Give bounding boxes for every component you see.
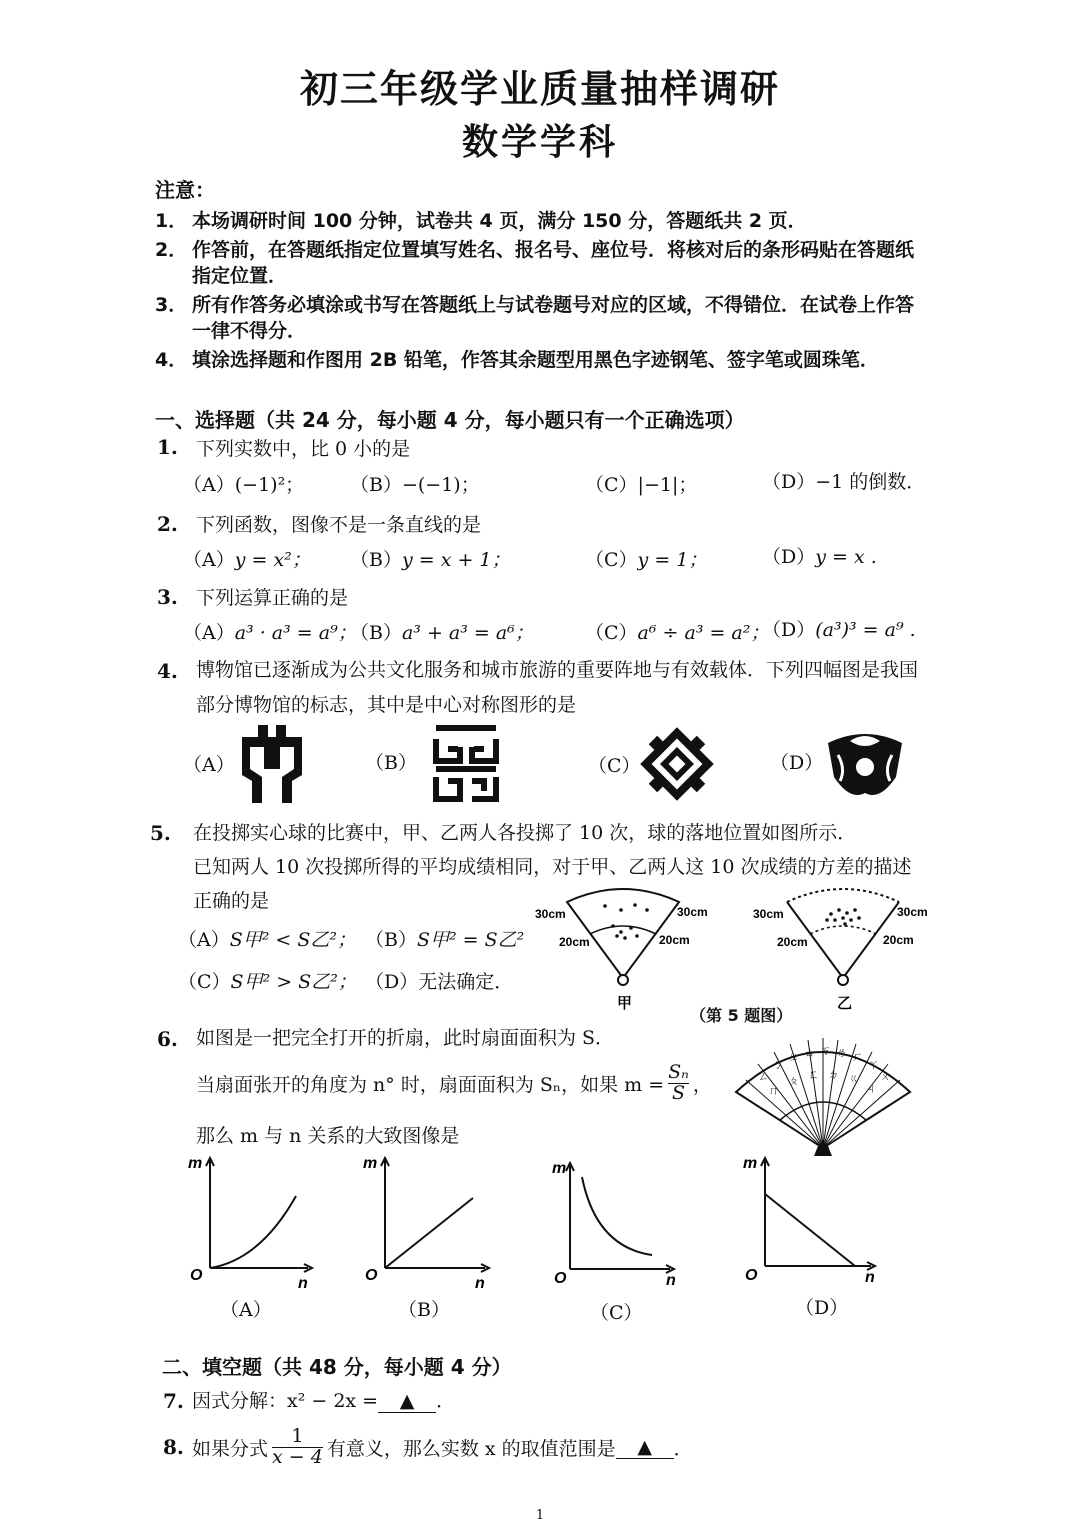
label-20cm: 20cm: [777, 935, 808, 949]
notice-line: 指定位置．: [192, 265, 288, 287]
q5-option-a: （A）S甲² < S乙²；: [178, 929, 356, 951]
page-number: 1: [535, 1508, 545, 1523]
svg-text:m: m: [552, 1160, 567, 1177]
q4-label-d: （D）: [770, 752, 824, 774]
q4-label-a: （A）: [183, 754, 235, 776]
label-20cm: 20cm: [659, 933, 690, 947]
svg-text:n: n: [865, 1269, 875, 1286]
svg-text:ㄏ: ㄏ: [852, 1051, 863, 1063]
q7-number: 7.: [163, 1389, 184, 1413]
svg-text:ㄇ: ㄇ: [768, 1085, 779, 1097]
museum-logo-d: [820, 723, 910, 803]
svg-text:ㄥ: ㄥ: [758, 1071, 769, 1083]
q3-number: 3.: [157, 585, 178, 609]
notice-num-1: 1．: [155, 210, 188, 232]
label-30cm: 30cm: [535, 907, 566, 921]
svg-text:ㄍ: ㄍ: [848, 1073, 859, 1085]
svg-text:ㄓ: ㄓ: [788, 1051, 799, 1063]
svg-text:ㄚ: ㄚ: [868, 1059, 879, 1071]
q3-option-a: （A）a³ · a³ = a⁹；: [183, 622, 357, 644]
line-increasing: [385, 1198, 473, 1268]
q7-text: 因式分解：x² − 2x = ▲ ．: [192, 1390, 456, 1412]
q5-option-b: （B）S甲² = S乙²: [365, 929, 525, 951]
folding-fan-image: [728, 1028, 918, 1158]
q2-option-a: （A）y = x²；: [183, 549, 311, 571]
q5-number: 5.: [150, 821, 171, 845]
svg-text:O: O: [365, 1267, 378, 1284]
notice-num-3: 3．: [155, 294, 188, 316]
notice-line: 一律不得分．: [192, 320, 307, 342]
museum-logo-c: [636, 723, 718, 805]
q5-option-d: （D）无法确定．: [365, 971, 514, 993]
curve-decreasing: [582, 1177, 652, 1255]
q5-stem-line: 在投掷实心球的比赛中，甲、乙两人各投掷了 10 次，球的落地位置如图所示．: [193, 822, 857, 844]
page-title: 初三年级学业质量抽样调研: [299, 67, 780, 111]
notice-num-4: 4．: [155, 349, 188, 371]
svg-text:m: m: [363, 1155, 378, 1172]
svg-text:n: n: [298, 1275, 308, 1290]
q3-stem: 下列运算正确的是: [196, 587, 349, 609]
q6-number: 6.: [157, 1027, 178, 1051]
notice-line: 填涂选择题和作图用 2B 铅笔，作答其余题型用黑色字迹钢笔、签字笔或圆珠笔．: [192, 349, 879, 371]
svg-text:O: O: [554, 1270, 567, 1287]
svg-text:O: O: [190, 1267, 203, 1284]
q6-graph-a: [180, 1150, 315, 1290]
svg-text:ㄈ: ㄈ: [808, 1069, 819, 1081]
q1-option-a: （A）(−1)²；: [183, 474, 305, 496]
q6-line3: 那么 m 与 n 关系的大致图像是: [196, 1125, 460, 1147]
notice-line: 作答前，在答题纸指定位置填写姓名、报名号、座位号．将核对后的条形码贴在答题纸: [192, 239, 915, 261]
q2-number: 2.: [157, 512, 178, 536]
museum-logo-a: [238, 725, 306, 803]
q5-stem-line: 正确的是: [193, 890, 270, 912]
q6-line1: 如图是一把完全打开的折扇，此时扇面面积为 S．: [196, 1027, 615, 1049]
q6-graph-c: [540, 1155, 680, 1290]
q4-label-c: （C）: [588, 755, 641, 777]
svg-text:m: m: [188, 1155, 203, 1172]
q1-option-b: （B）−(−1)；: [350, 474, 480, 496]
q1-stem: 下列实数中，比 0 小的是: [196, 438, 411, 460]
label-30cm: 30cm: [897, 905, 928, 919]
q1-option-d: （D）−1 的倒数．: [762, 471, 926, 493]
q1-number: 1.: [157, 435, 178, 459]
q2-stem: 下列函数，图像不是一条直线的是: [196, 514, 482, 536]
q5-figure-caption: （第 5 题图）: [690, 1006, 793, 1025]
label-jia: 甲: [617, 995, 633, 1012]
q6-graph-label-d: （D）: [795, 1297, 849, 1319]
svg-text:n: n: [666, 1272, 676, 1289]
svg-text:ㄐ: ㄐ: [866, 1083, 877, 1095]
q4-label-b: （B）: [365, 752, 417, 774]
notice-num-2: 2．: [155, 239, 188, 261]
q5-option-c: （C）S甲² > S乙²；: [178, 971, 357, 993]
q6-graph-d: [735, 1150, 880, 1290]
svg-text:ㄅ: ㄅ: [772, 1059, 783, 1071]
svg-text:n: n: [475, 1275, 485, 1290]
notice-line: 本场调研时间 100 分钟，试卷共 4 页，满分 150 分，答题纸共 2 页．: [192, 210, 807, 232]
section2-heading: 二、填空题（共 48 分，每小题 4 分）: [162, 1355, 512, 1379]
curve-increasing-convex: [210, 1196, 296, 1268]
svg-text:ㄎ: ㄎ: [820, 1045, 831, 1057]
q6-graph-label-b: （B）: [398, 1299, 450, 1321]
q2-option-d: （D）y = x .: [762, 546, 877, 568]
museum-logo-b: [430, 725, 502, 803]
q1-option-c: （C）|−1|；: [585, 474, 698, 496]
q4-stem-line: 博物馆已逐渐成为公共文化服务和城市旅游的重要阵地与有效载体．下列四幅图是我国: [196, 659, 919, 681]
svg-text:ㄉ: ㄉ: [828, 1069, 839, 1081]
q6-graph-b: [355, 1150, 495, 1290]
svg-text:ㄆ: ㄆ: [788, 1075, 799, 1087]
section1-heading: 一、选择题（共 24 分，每小题 4 分，每小题只有一个正确选项）: [155, 408, 745, 432]
q6-line2: 当扇面张开的角度为 n° 时，扇面面积为 Sₙ，如果 m = $\frac{\text{Sₙ}}{S}$ ，: [196, 1060, 712, 1104]
q6-graph-label-c: （C）: [590, 1302, 643, 1324]
q8-answer-blank[interactable]: ▲: [616, 1436, 674, 1459]
q8-number: 8.: [163, 1435, 184, 1459]
q4-number: 4.: [157, 659, 178, 683]
notice-line: 所有作答务必填涂或书写在答题纸上与试卷题号对应的区域，不得错位．在试卷上作答: [192, 294, 915, 316]
q5-stem-line: 已知两人 10 次投掷所得的平均成绩相同，对于甲、乙两人这 10 次成绩的方差的描述: [193, 856, 912, 878]
q7-answer-blank[interactable]: ▲: [378, 1390, 436, 1413]
label-20cm: 20cm: [559, 935, 590, 949]
svg-text:ㄨ: ㄨ: [880, 1071, 891, 1083]
q4-stem-line: 部分博物馆的标志，其中是中心对称图形的是: [196, 694, 577, 716]
q8-text: 如果分式 $\frac{1}{x - 4}$ 有意义，那么实数 x 的取值范围是 ▲ ．: [192, 1424, 693, 1468]
q2-option-c: （C）y = 1；: [585, 549, 708, 571]
notice-heading: 注意：: [155, 178, 215, 202]
label-30cm: 30cm: [677, 905, 708, 919]
svg-text:m: m: [743, 1155, 758, 1172]
q6-graph-label-a: （A）: [220, 1299, 272, 1321]
q3-option-b: （B）a³ + a³ = a⁶；: [350, 622, 534, 644]
svg-text:O: O: [745, 1267, 758, 1284]
label-20cm: 20cm: [883, 933, 914, 947]
line-decreasing: [765, 1194, 855, 1266]
q2-option-b: （B）y = x + 1；: [350, 549, 511, 571]
q3-option-d: （D）(a³)³ = a⁹ .: [762, 619, 916, 641]
svg-text:ㄌ: ㄌ: [836, 1047, 847, 1059]
label-yi: 乙: [837, 995, 853, 1012]
svg-text:ㄊ: ㄊ: [804, 1047, 815, 1059]
subject-title: 数学学科: [461, 122, 618, 163]
q3-option-c: （C）a⁶ ÷ a³ = a²；: [585, 622, 770, 644]
label-30cm: 30cm: [753, 907, 784, 921]
